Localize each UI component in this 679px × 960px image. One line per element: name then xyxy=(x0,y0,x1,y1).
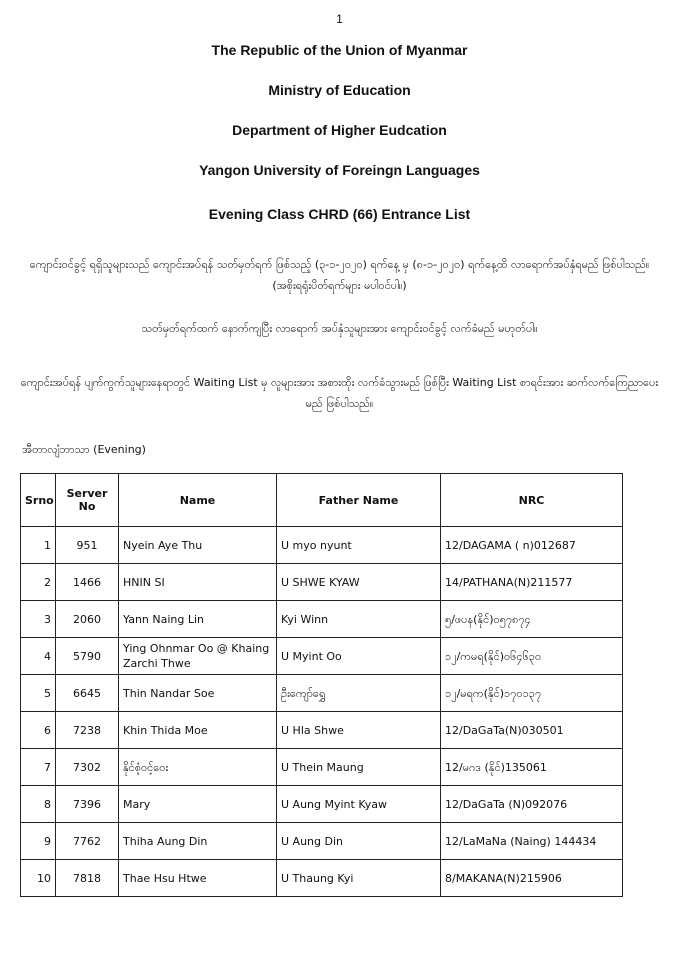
header-name: Name xyxy=(119,474,277,527)
cell-name: Thiha Aung Din xyxy=(119,823,277,860)
table-row xyxy=(21,638,623,675)
cell-nrc: ၅/ဖပန(နိုင်)၀၅၇၈၇၄ xyxy=(441,601,623,638)
cell-srno: 1 xyxy=(21,527,56,564)
cell-server-no: 951 xyxy=(56,527,119,564)
cell-name: Ying Ohnmar Oo @ Khaing Zarchi Thwe xyxy=(119,638,277,675)
cell-server-no: 7238 xyxy=(56,712,119,749)
cell-nrc: 12/DAGAMA ( n)012687 xyxy=(441,527,623,564)
cell-nrc: 12/DaGaTa (N)092076 xyxy=(441,786,623,823)
cell-srno: 8 xyxy=(21,786,56,823)
table-row xyxy=(21,527,623,564)
cell-name: Thin Nandar Soe xyxy=(119,675,277,712)
heading-ministry: Ministry of Education xyxy=(268,82,411,98)
cell-nrc: 12/DaGaTa(N)030501 xyxy=(441,712,623,749)
cell-nrc: 12/LaMaNa (Naing) 144434 xyxy=(441,823,623,860)
cell-srno: 6 xyxy=(21,712,56,749)
section-label: အီတာလျံဘာသာ (Evening) xyxy=(22,443,146,456)
cell-server-no: 6645 xyxy=(56,675,119,712)
cell-name: Yann Naing Lin xyxy=(119,601,277,638)
cell-father-name: U Myint Oo xyxy=(277,638,441,675)
header-nrc: NRC xyxy=(441,474,623,527)
cell-father-name: ဦးကျော်ရွှေ xyxy=(277,675,441,712)
cell-srno: 9 xyxy=(21,823,56,860)
cell-nrc: 8/MAKANA(N)215906 xyxy=(441,860,623,897)
cell-name: HNIN SI xyxy=(119,564,277,601)
table-row xyxy=(21,749,623,786)
table-row xyxy=(21,860,623,897)
notice-enrollment-dates: ကျောင်းဝင်ခွင့် ရရှိသူများသည် ကျောင်းအပ်ရန် သတ်မှတ်ရက် ဖြစ်သည့် (၃-၁-၂၀၂၀) ရက်နေ့ မှ (၈-၁-၂၀၂၀) ရက်နေ့ထိ လာရောက်အပ်နှံရမည် ဖြစ်ပါသည်။ (အစိုးရရုံးပိတ်ရက်များ မပါဝင်ပါ။) xyxy=(29,258,650,292)
cell-server-no: 7302 xyxy=(56,749,119,786)
cell-name: Thae Hsu Htwe xyxy=(119,860,277,897)
cell-srno: 5 xyxy=(21,675,56,712)
header-srno: Srno xyxy=(21,474,56,527)
cell-father-name: U myo nyunt xyxy=(277,527,441,564)
cell-father-name: U Thaung Kyi xyxy=(277,860,441,897)
cell-nrc: 14/PATHANA(N)211577 xyxy=(441,564,623,601)
entrance-table xyxy=(20,473,623,897)
cell-server-no: 7818 xyxy=(56,860,119,897)
cell-srno: 7 xyxy=(21,749,56,786)
cell-srno: 10 xyxy=(21,860,56,897)
table-row xyxy=(21,712,623,749)
heading-department: Department of Higher Eudcation xyxy=(232,122,447,138)
table-header-row xyxy=(21,474,623,527)
table-row xyxy=(21,601,623,638)
cell-nrc: 12/မဂဒ (နိုင်)135061 xyxy=(441,749,623,786)
cell-father-name: U Aung Myint Kyaw xyxy=(277,786,441,823)
heading-list-title: Evening Class CHRD (66) Entrance List xyxy=(208,206,471,222)
cell-name: Mary xyxy=(119,786,277,823)
cell-name: Nyein Aye Thu xyxy=(119,527,277,564)
table-row xyxy=(21,675,623,712)
notice-waiting-list: ကျောင်းအပ်ရန် ပျက်ကွက်သူများနေရာတွင် Waiting List မှ လူများအား အစားထိုး လက်ခံသွားမည် ဖြစ်ပြီး Waiting List စာရင်းအား ဆက်လက်ကြေညာပေးမည် ဖြစ်ပါသည်။ xyxy=(20,376,659,410)
cell-father-name: U Aung Din xyxy=(277,823,441,860)
cell-srno: 4 xyxy=(21,638,56,675)
cell-father-name: U Thein Maung xyxy=(277,749,441,786)
table-row xyxy=(21,786,623,823)
cell-server-no: 7396 xyxy=(56,786,119,823)
header-server-no: Server No xyxy=(56,474,119,527)
cell-name: နိုင်စံ့ဝင့်ဝေး xyxy=(119,749,277,786)
cell-father-name: U Hla Shwe xyxy=(277,712,441,749)
page-number: 1 xyxy=(336,12,343,26)
cell-server-no: 2060 xyxy=(56,601,119,638)
cell-father-name: U SHWE KYAW xyxy=(277,564,441,601)
table-row xyxy=(21,823,623,860)
header-father-name: Father Name xyxy=(277,474,441,527)
cell-nrc: ၁၂/ကမရ(နိုင်)၀၆၄၆၃၀ xyxy=(441,638,623,675)
cell-srno: 2 xyxy=(21,564,56,601)
cell-server-no: 1466 xyxy=(56,564,119,601)
heading-university: Yangon University of Foreingn Languages xyxy=(199,162,480,178)
notice-late-arrival: သတ်မှတ်ရက်ထက် နောက်ကျပြီး လာရောက် အပ်နှံသူများအား ကျောင်းဝင်ခွင့် လက်ခံမည် မဟုတ်ပါ။ xyxy=(141,322,538,335)
cell-server-no: 5790 xyxy=(56,638,119,675)
cell-father-name: Kyi Winn xyxy=(277,601,441,638)
heading-republic: The Republic of the Union of Myanmar xyxy=(211,42,468,58)
cell-server-no: 7762 xyxy=(56,823,119,860)
cell-name: Khin Thida Moe xyxy=(119,712,277,749)
cell-srno: 3 xyxy=(21,601,56,638)
table-row xyxy=(21,564,623,601)
cell-nrc: ၁၂/မရက(နိုင်)၁၇၀၁၃၇ xyxy=(441,675,623,712)
